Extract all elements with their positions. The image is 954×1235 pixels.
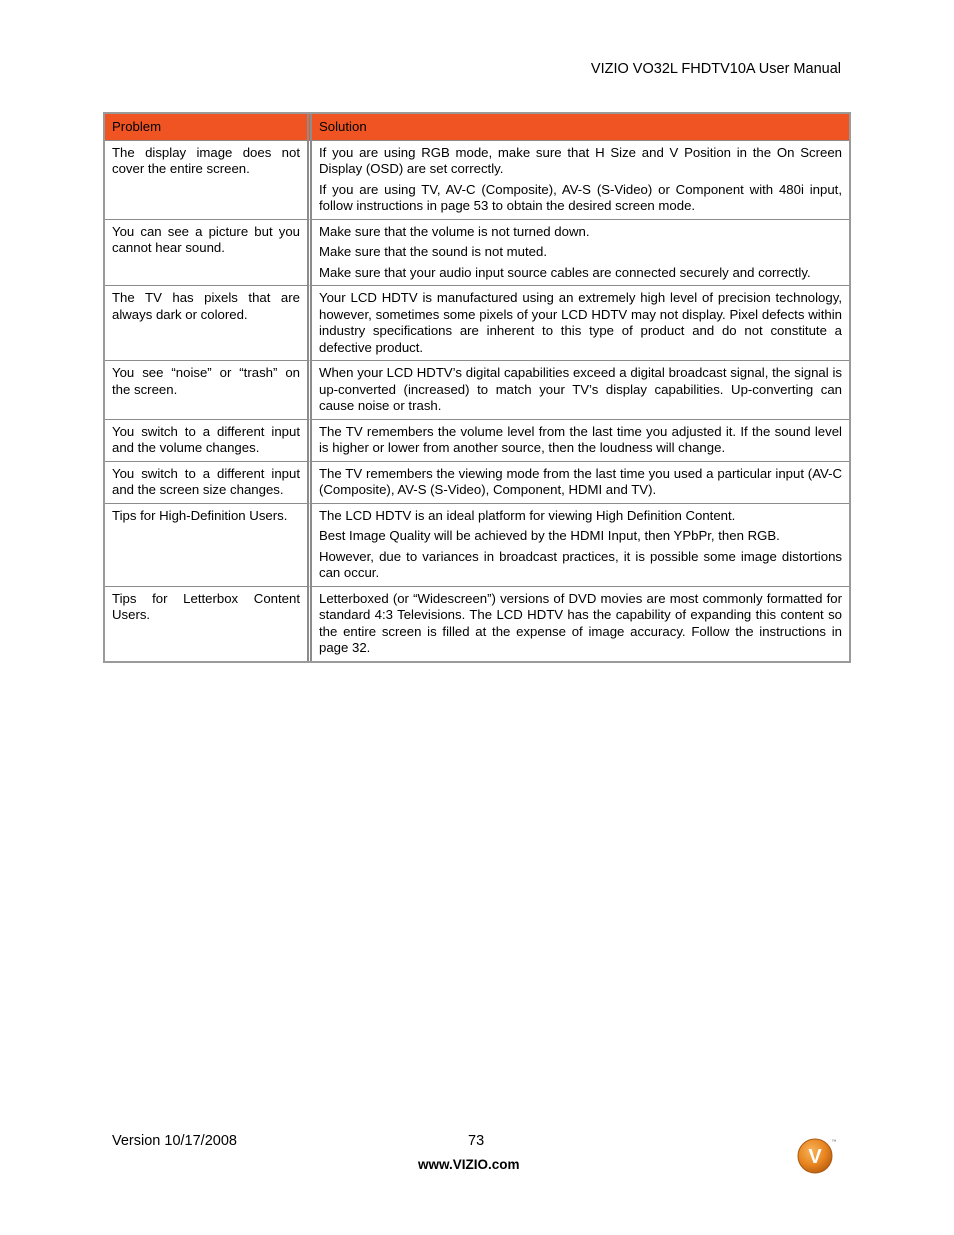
solution-text: If you are using TV, AV-C (Composite), AV-S (S-Video) or Component with 480i input, follow instructions in page 53 to obtain the desired screen mode. bbox=[319, 181, 842, 213]
logo-trademark: ™ bbox=[831, 1139, 837, 1145]
solution-text: If you are using RGB mode, make sure that H Size and V Position in the On Screen Display (OSD) are set correctly. bbox=[319, 144, 842, 176]
solution-cell bbox=[312, 504, 849, 587]
table-row bbox=[105, 361, 849, 420]
column-header-solution: Solution bbox=[312, 114, 849, 141]
table-row bbox=[105, 220, 849, 287]
solution-text: Make sure that the sound is not muted. bbox=[319, 244, 547, 259]
solution-cell bbox=[312, 587, 849, 661]
manual-title: VIZIO VO32L FHDTV10A User Manual bbox=[590, 61, 841, 77]
solution-cell bbox=[312, 220, 849, 287]
problem-cell: You see “noise” or “trash” on the screen. bbox=[105, 361, 312, 420]
table-row bbox=[105, 587, 849, 661]
solution-cell bbox=[312, 462, 849, 504]
version-label: Version 10/17/2008 bbox=[112, 1133, 237, 1149]
problem-cell: You switch to a different input and the volume changes. bbox=[105, 420, 312, 462]
solution-text: The TV remembers the viewing mode from the last time you used a particular input (AV-C (Composite), AV-S (S-Video), Component, HDMI and TV). bbox=[319, 465, 842, 497]
solution-cell bbox=[312, 420, 849, 462]
logo-letter: V bbox=[808, 1146, 822, 1168]
solution-text: The LCD HDTV is an ideal platform for viewing High Definition Content. bbox=[319, 507, 736, 523]
column-header-problem: Problem bbox=[105, 114, 312, 141]
problem-cell: Tips for High-Definition Users. bbox=[105, 504, 312, 587]
problem-cell: The display image does not cover the entire screen. bbox=[105, 141, 312, 220]
table-row bbox=[105, 504, 849, 587]
vizio-logo bbox=[797, 1137, 837, 1175]
table-row bbox=[105, 420, 849, 462]
table-row bbox=[105, 462, 849, 504]
page-number: 73 bbox=[468, 1133, 485, 1149]
solution-cell bbox=[312, 361, 849, 420]
solution-text: Best Image Quality will be achieved by the HDMI Input, then YPbPr, then RGB. bbox=[319, 528, 780, 543]
solution-text: Make sure that the volume is not turned down. bbox=[319, 223, 590, 239]
solution-cell bbox=[312, 286, 849, 361]
problem-cell: You can see a picture but you cannot hear sound. bbox=[105, 220, 312, 287]
website-url: www.VIZIO.com bbox=[418, 1157, 520, 1172]
problem-cell: Tips for Letterbox Content Users. bbox=[105, 587, 312, 661]
solution-text: The TV remembers the volume level from the last time you adjusted it. If the sound level is higher or lower from another source, then the loudness will change. bbox=[319, 423, 842, 455]
solution-text: However, due to variances in broadcast practices, it is possible some image distortions can occur. bbox=[319, 548, 842, 580]
table-row bbox=[105, 286, 849, 361]
solution-text: Make sure that your audio input source cables are connected securely and correctly. bbox=[319, 264, 811, 280]
table-row bbox=[105, 141, 849, 220]
solution-text: Letterboxed (or “Widescreen”) versions of DVD movies are most commonly formatted for standard 4:3 Televisions. The LCD HDTV has the capability of expanding this content so the entire screen is filled at the expense of image accuracy. Follow the instructions in page 32. bbox=[319, 590, 842, 655]
problem-cell: You switch to a different input and the screen size changes. bbox=[105, 462, 312, 504]
solution-cell bbox=[312, 141, 849, 220]
solution-text: When your LCD HDTV’s digital capabilities exceed a digital broadcast signal, the signal is up-converted (increased) to match your TV’s display capabilities. Up-converting can cause noise or trash. bbox=[319, 365, 842, 413]
table-header-row bbox=[105, 114, 849, 141]
troubleshooting-table bbox=[103, 112, 851, 663]
solution-text: Your LCD HDTV is manufactured using an extremely high level of precision technology, however, sometimes some pixels of your LCD HDTV may not display. Pixel defects within industry specifications are inherent to this type of product and do not constitute a defective product. bbox=[319, 290, 842, 355]
problem-cell: The TV has pixels that are always dark or colored. bbox=[105, 286, 312, 361]
